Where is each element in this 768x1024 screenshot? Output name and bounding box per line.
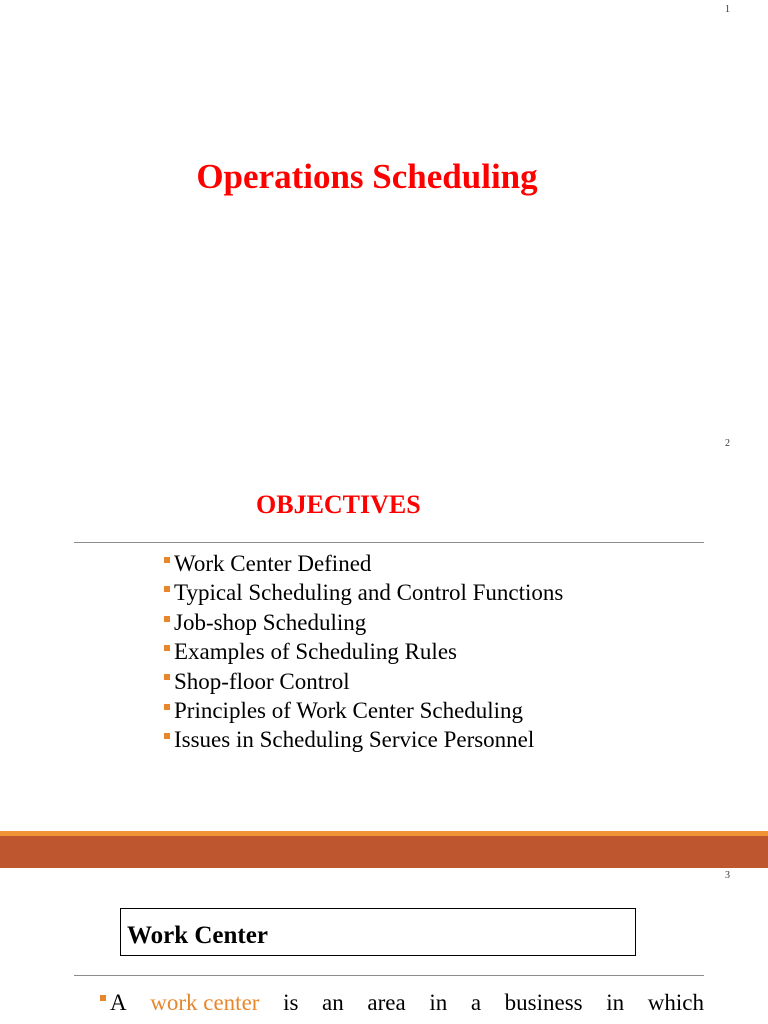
title-box (120, 908, 636, 956)
square-bullet-icon (164, 557, 170, 563)
paragraph-line (100, 988, 704, 1018)
square-bullet-icon (164, 586, 170, 592)
paragraph-word: a (470, 990, 482, 1015)
title-divider (74, 542, 704, 543)
page-number: 2 (725, 438, 730, 449)
page-number: 3 (725, 870, 730, 881)
paragraph-word: A (100, 988, 127, 1018)
presentation-title: Operations Scheduling (196, 157, 538, 196)
paragraph-word: business (504, 990, 583, 1015)
slide-3 (0, 868, 768, 1024)
list-item: Examples of Scheduling Rules (164, 637, 563, 666)
list-item: Shop-floor Control (164, 667, 563, 696)
square-bullet-icon (164, 704, 170, 710)
paragraph-word: an (322, 990, 344, 1015)
square-bullet-icon (164, 674, 170, 680)
paragraph-word: is (283, 990, 299, 1015)
page-number: 1 (725, 4, 730, 15)
list-item: Work Center Defined (164, 549, 563, 578)
list-item: Issues in Scheduling Service Personnel (164, 725, 563, 754)
paragraph-word: in (429, 990, 448, 1015)
square-bullet-icon (164, 733, 170, 739)
list-item: Typical Scheduling and Control Functions (164, 578, 563, 607)
square-bullet-icon (164, 645, 170, 651)
paragraph-word: which (647, 990, 704, 1015)
objectives-list (164, 549, 563, 755)
list-item: Principles of Work Center Scheduling (164, 696, 563, 725)
paragraph-word: area (367, 990, 406, 1015)
square-bullet-icon (100, 995, 106, 1001)
square-bullet-icon (164, 616, 170, 622)
highlighted-term: work center (150, 990, 260, 1015)
paragraph-word: in (606, 990, 625, 1015)
definition-paragraph (100, 988, 704, 1018)
footer-band (0, 836, 768, 868)
slide-1 (0, 0, 768, 432)
title-divider (74, 975, 704, 976)
slide-2 (0, 432, 768, 868)
list-item: Job-shop Scheduling (164, 608, 563, 637)
section-title: Work Center (127, 922, 268, 949)
objectives-title: OBJECTIVES (256, 490, 421, 519)
